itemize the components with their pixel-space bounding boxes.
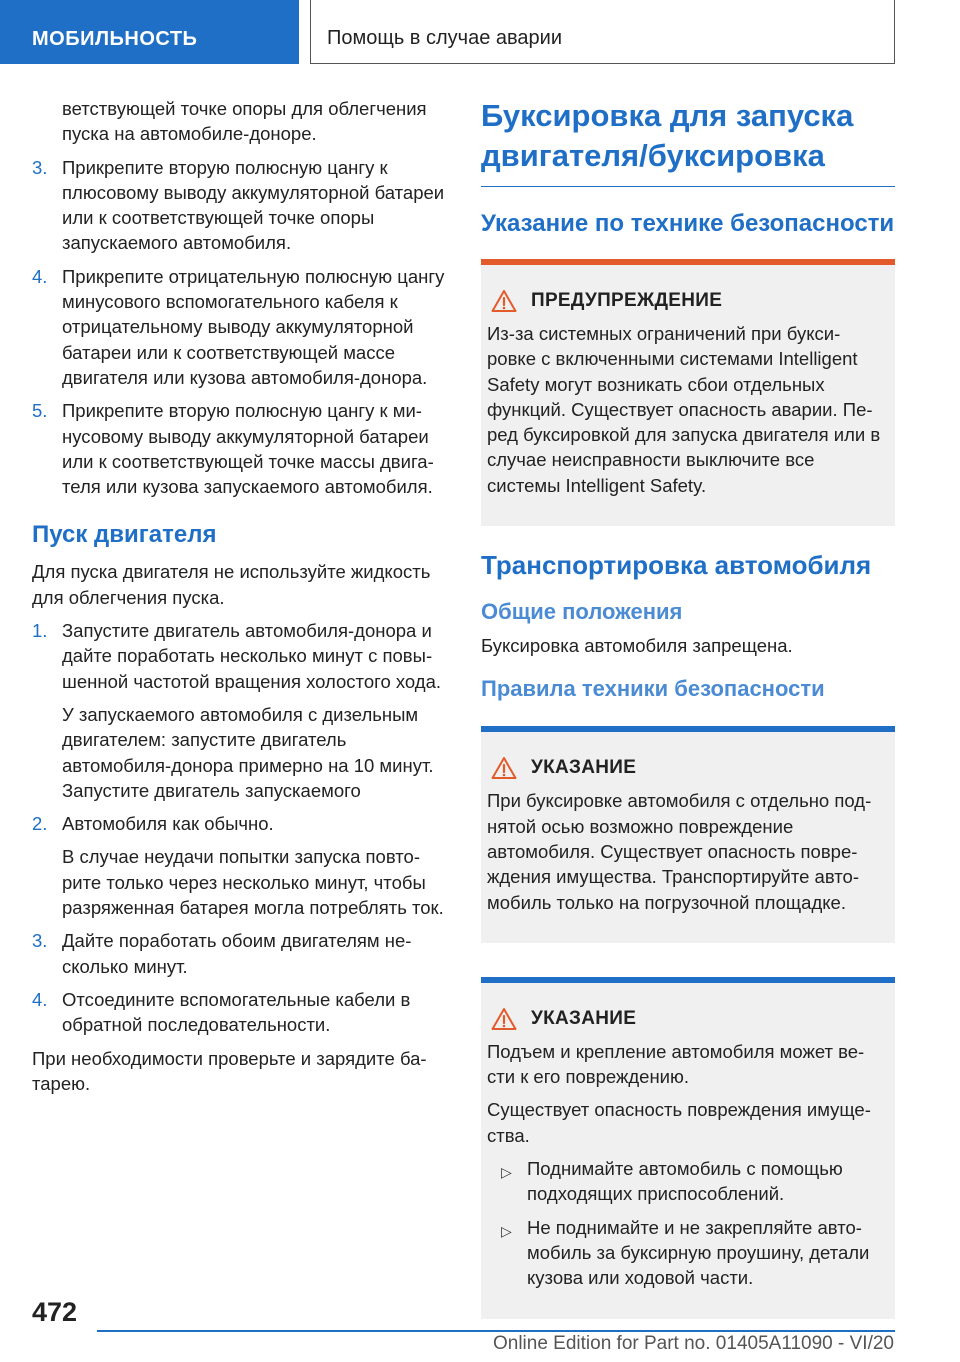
step-text: Прикрепите отрицательную полюсную цангу минусового вспомогательного кабеля к отрицательному выводу аккумуляторной батареи или к соответствующей массе двигателя или кузова автомобиля-донора. (62, 265, 445, 388)
left-column (32, 96, 450, 1104)
bullet-text: Поднимайте автомобиль с помощью подходящих приспособлений. (527, 1158, 843, 1205)
step-note: В случае неудачи попытки запуска повторите только через несколько минут, чтобы разряженная батарея могла потреблять ток. (62, 846, 444, 919)
warning-triangle-icon (491, 756, 517, 780)
callout-title: УКАЗАНИЕ (531, 757, 637, 779)
step-number: 4. (32, 265, 48, 287)
triangle-bullet-icon: ▷ (501, 1164, 512, 1181)
callout-header (487, 756, 881, 780)
warning-triangle-icon (491, 1007, 517, 1031)
step-text: Отсоедините вспомогательные кабели в обратной последовательности. (62, 988, 411, 1036)
step-number: 2. (32, 813, 48, 835)
edition-footer: Online Edition for Part no. 01405A11090 - VI/20 (492, 1333, 894, 1354)
list-item (32, 155, 450, 256)
step-text: Прикрепите вторую полюсную цангу к минусовому выводу аккумуляторной батареи или к соответствующей точке массы двигателя или кузова запускаемого автомобиля. (62, 400, 434, 498)
warning-callout (481, 259, 895, 526)
note-callout (481, 977, 895, 1319)
engine-start-heading: Пуск двигателя (32, 521, 217, 549)
general-heading: Общие положения (481, 599, 683, 625)
callout-title: УКАЗАНИЕ (531, 1007, 637, 1029)
bullet-text: Не поднимайте и не закрепляйте автомобиль за буксирную проушину, детали кузова или ходовой части. (527, 1216, 870, 1289)
step-text: Прикрепите вторую полюсную цангу к плюсовому выводу аккумуляторной батареи или к соответствующей точке опоры запускаемого автомобиля. (62, 156, 445, 254)
callout-text: Существует опасность повреждения имущества. (487, 1099, 871, 1146)
list-item (32, 398, 450, 499)
rules-heading: Правила техники безопасности (481, 676, 825, 702)
step-text: Дайте поработать обоим двигателям несколько минут. (62, 930, 412, 977)
engine-start-intro: Для пуска двигателя не используйте жидкость для облегчения пуска. (32, 561, 431, 608)
callout-text: Подъем и крепление автомобиля может вести к его повреждению. (487, 1040, 865, 1088)
triangle-bullet-icon: ▷ (501, 1222, 512, 1239)
callout-header (487, 1007, 881, 1031)
step-note: У запускаемого автомобиля с дизельным двигателем: запустите двигатель автомобиля-донора примерно на 10 минут. Запустите двигатель запускаемого (62, 703, 434, 801)
list-item (32, 618, 450, 694)
chapter-title: Помощь в случае аварии (327, 27, 562, 49)
transport-heading: Транспортировка автомобиля (481, 550, 872, 581)
step-number: 1. (32, 620, 48, 642)
safety-heading: Указание по технике безопасности (481, 210, 895, 237)
callout-text: Из-за системных ограничений при буксировке с включенными системами Intelligent Safety могут возникать сбои отдельных функций. Существует опасность аварии. Перед буксировкой для запуска двигателя или в случае неисправности выключите все системы Intelligent Safety. (487, 323, 881, 496)
section-tab (0, 0, 299, 64)
list-item (32, 264, 450, 390)
warning-triangle-icon (491, 289, 517, 313)
step-text: Автомобиля как обычно. (62, 813, 274, 835)
list-item (32, 987, 450, 1038)
callout-title: ПРЕДУПРЕЖДЕНИЕ (531, 290, 723, 311)
page-title: Буксировка для запуска двигателя/буксировка (481, 96, 895, 187)
list-item (32, 928, 450, 979)
list-item (487, 1156, 881, 1207)
step-number: 3. (32, 930, 48, 952)
section-title: МОБИЛЬНОСТЬ (32, 28, 198, 50)
step-number: 5. (32, 400, 48, 422)
callout-text: При буксировке автомобиля с отдельно поднятой осью возможно повреждение автомобиля. Существует опасность повреждения имущества. Транспортируйте автомобиль только на погрузочной площадке. (487, 790, 872, 913)
step-number: 4. (32, 988, 48, 1010)
page-number: 472 (32, 1297, 78, 1327)
step-continuation: ветствующей точке опоры для облегчения пуска на автомобиле-доноре. (62, 98, 427, 145)
general-text: Буксировка автомобиля запрещена. (481, 635, 793, 657)
right-column (481, 96, 895, 1337)
step-number: 3. (32, 156, 48, 178)
note-callout (481, 726, 895, 942)
chapter-header (310, 0, 895, 64)
closing-text: При необходимости проверьте и зарядите батарею. (32, 1047, 427, 1094)
step-text: Запустите двигатель автомобиля-донора и дайте поработать несколько минут с повышенной частотой вращения холостого хода. (62, 620, 442, 692)
callout-header (487, 289, 881, 313)
list-item (487, 1215, 881, 1291)
list-item (32, 811, 450, 836)
footer-divider (97, 1330, 895, 1332)
